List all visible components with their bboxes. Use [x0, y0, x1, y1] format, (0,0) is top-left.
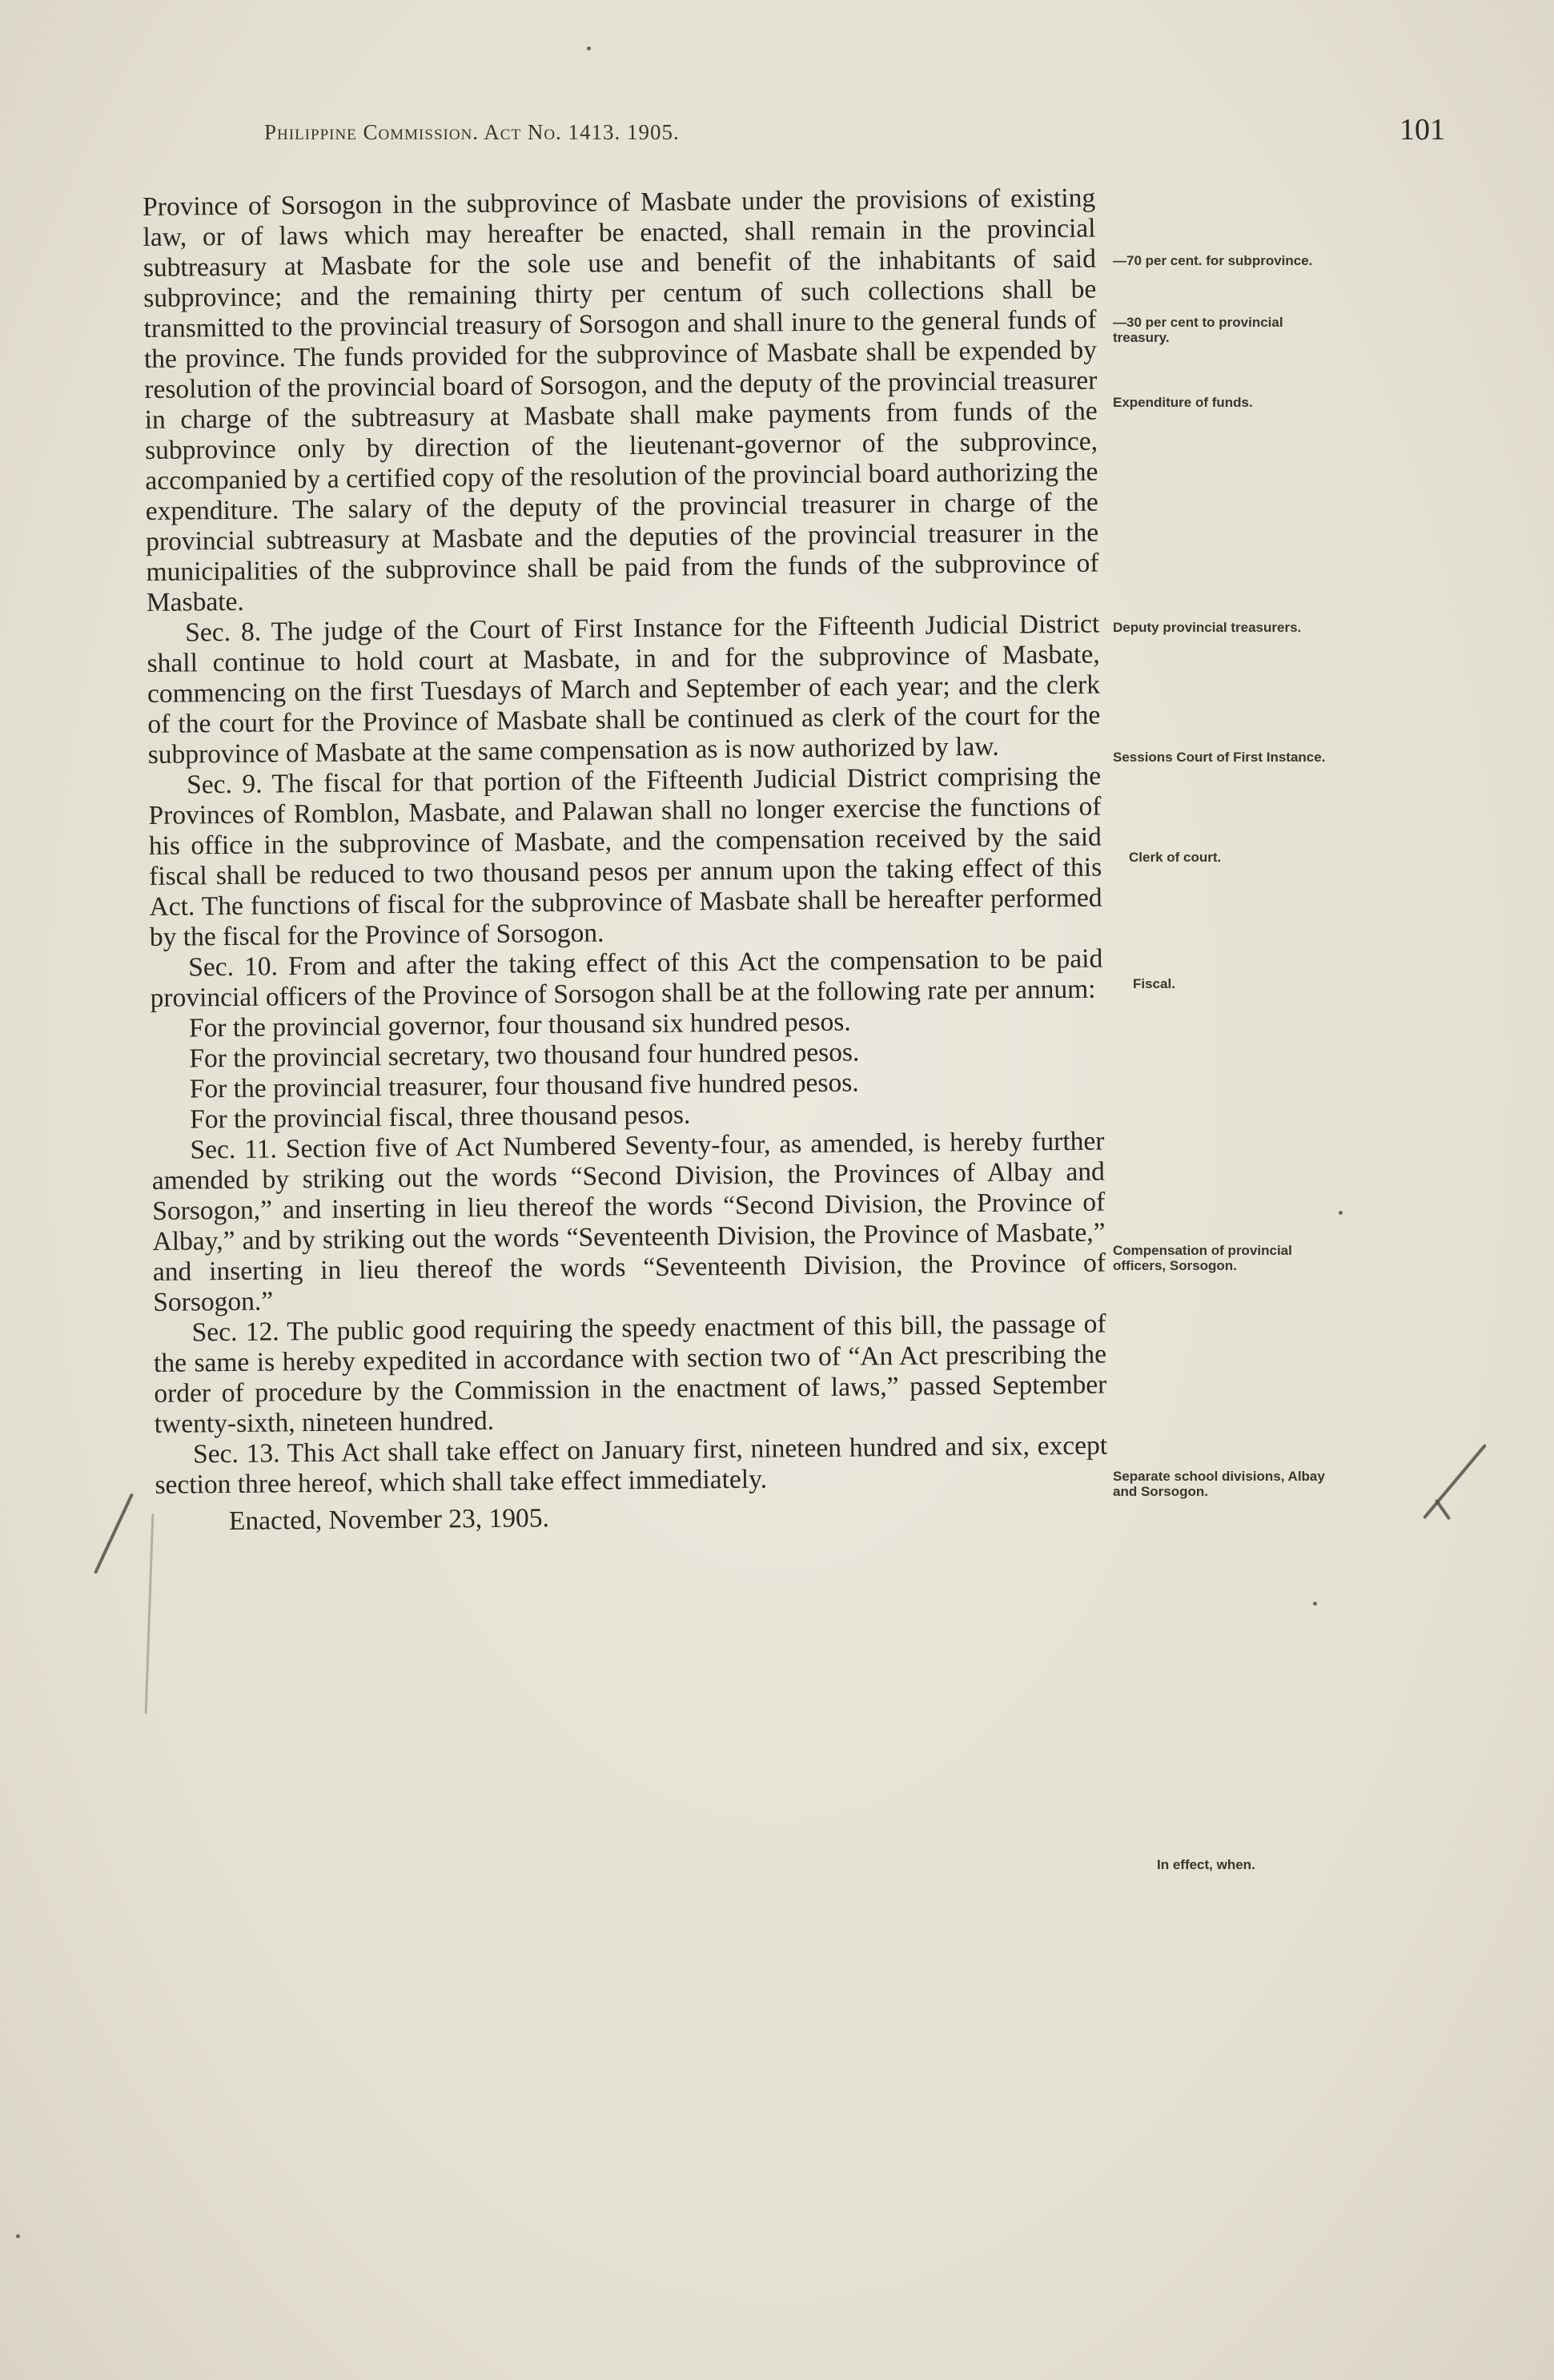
salary-treasurer: For the provincial treasurer, four thousand five hundred pesos.	[189, 1067, 859, 1104]
section-13-paragraph: Sec. 13. This Act shall take effect on January first, nineteen hundred and six, except section three hereof, which shall take effect immediately.	[155, 1430, 1108, 1500]
check-mark-left	[94, 1493, 134, 1574]
running-head: Philippine Commission. Act No. 1413. 1905.	[264, 120, 680, 144]
margin-note-fiscal: Fiscal.	[1133, 976, 1175, 991]
salary-fiscal: For the provincial fiscal, three thousand pesos.	[189, 1100, 691, 1135]
margin-note-clerk: Clerk of court.	[1129, 850, 1222, 865]
margin-note-compensation: Compensation of provincial officers, Sorsogon.	[1113, 1243, 1292, 1273]
check-mark-right	[1423, 1444, 1487, 1519]
section-11-paragraph: Sec. 11. Section five of Act Numbered Seventy-four, as amended, is hereby further amended by striking out the words “Second Division, the Provinces of Albay and Sorsogon,” and inserting in lieu thereof the words “Second Division, the Province of Albay,” and by striking out the words “Seventeenth Division, the Province of Masbate,” and inserting in lieu thereof the words “Seventeenth Division, the Province of Sorsogon.”	[151, 1126, 1106, 1317]
bracket-left	[145, 1514, 155, 1714]
margin-note-school-divisions: Separate school divisions, Albay and Sorsogon.	[1113, 1469, 1325, 1499]
section-9-paragraph: Sec. 9. The fiscal for that portion of the Fifteenth Judicial District comprising the Provinces of Romblon, Masbate, and Palawan shall no longer exercise the functions of his office in the subprovince of Masbate, and the compensation received by the said fiscal shall be reduced to two thousand pesos per annum upon the taking effect of this Act. The functions of fiscal for the subprovince of Masbate shall be hereafter performed by the fiscal for the Province of Sorsogon.	[148, 761, 1102, 952]
speck-right	[1339, 1211, 1343, 1215]
speck-bottom-left	[16, 2234, 20, 2238]
margin-note-expenditure: Expenditure of funds.	[1113, 395, 1253, 410]
margin-note-in-effect: In effect, when.	[1157, 1857, 1255, 1872]
margin-note-thirty-percent: —30 per cent to provincial treasury.	[1113, 315, 1283, 345]
act-body-text	[143, 183, 1108, 1538]
margin-note-deputy-treasurers: Deputy provincial treasurers.	[1113, 620, 1302, 635]
check-mark-right-tail	[1435, 1499, 1451, 1521]
section-8-paragraph: Sec. 8. The judge of the Court of First Instance for the Fifteenth Judicial District shall continue to hold court at Masbate, in and for the subprovince of Masbate, commencing on the first Tuesdays of March and September of each year; and the clerk of the court for the Province of Masbate shall be continued as clerk of the court for the subprovince of Masbate at the same compensation as is now authorized by law.	[147, 609, 1101, 770]
salary-secretary: For the provincial secretary, two thousand four hundred pesos.	[189, 1037, 860, 1074]
margin-note-seventy-percent: —70 per cent. for subprovince.	[1113, 253, 1313, 268]
section-12-paragraph: Sec. 12. The public good requiring the speedy enactment of this bill, the passage of the same is hereby expedited in accordance with section two of “An Act prescribing the order of procedure by the Commission in the enactment of laws,” passed September twenty-sixth, nineteen hundred.	[153, 1309, 1107, 1439]
section-10-paragraph: Sec. 10. From and after the taking effect of this Act the compensation to be paid provincial officers of the Province of Sorsogon shall be at the following rate per annum:	[150, 943, 1103, 1013]
salary-governor: For the provincial governor, four thousand six hundred pesos.	[188, 1007, 851, 1043]
margin-note-sessions-court: Sessions Court of First Instance.	[1113, 750, 1326, 765]
speck-top	[587, 46, 591, 50]
page-number: 101	[1399, 113, 1445, 147]
speck-right-lower	[1313, 1602, 1317, 1606]
enacted-date: Enacted, November 23, 1905.	[228, 1503, 550, 1537]
paragraph-continuation: Province of Sorsogon in the subprovince of Masbate under the provisions of existing law, or of laws which may hereafter be enacted, shall remain in the provincial subtreasury at Masbate for the sole use and benefit of the inhabitants of said subprovince; and the remaining thirty per centum of such collections shall be transmitted to the provincial treasury of Sorsogon and shall inure to the general funds of the province. The funds provided for the subprovince of Masbate shall be expended by resolution of the provincial board of Sorsogon, and the deputy of the provincial treasurer in charge of the subtreasury at Masbate shall make payments from funds of the subprovince only by direction of the lieutenant-governor of the subprovince, accompanied by a certified copy of the resolution of the provincial board authorizing the expenditure. The salary of the deputy of the provincial treasurer in charge of the provincial subtreasury at Masbate and the deputies of the provincial treasurer in the municipalities of the subprovince shall be paid from the funds of the subprovince of Masbate.	[143, 183, 1099, 617]
